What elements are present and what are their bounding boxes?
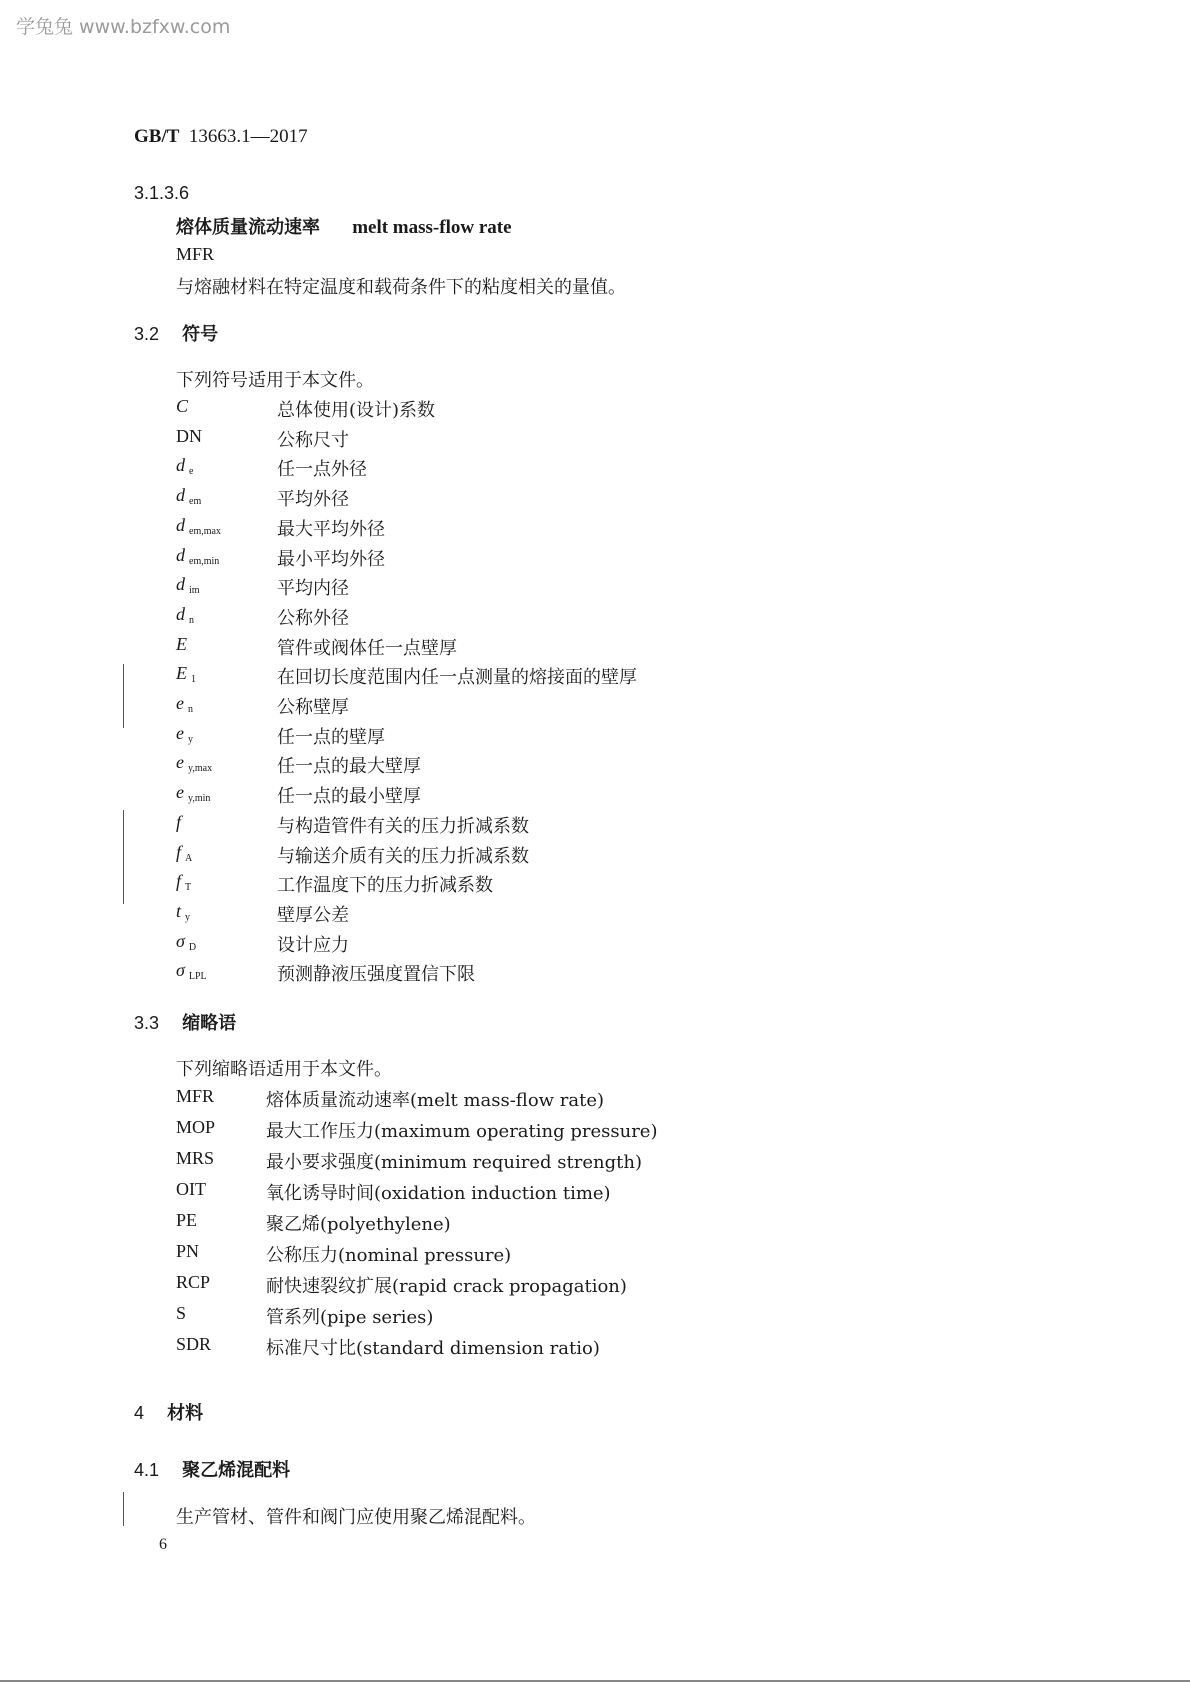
section-number: 3.2: [134, 324, 160, 344]
symbol-subscript: 1: [191, 674, 196, 685]
symbol: [176, 782, 210, 804]
symbol-subscript: n: [188, 704, 193, 715]
symbol: [176, 871, 191, 893]
abbreviation: PN: [176, 1241, 200, 1261]
section-title: 材料: [167, 1403, 204, 1424]
symbol-main: e: [176, 693, 184, 713]
change-bar: [123, 1492, 124, 1526]
abbreviation-description: 公称压力(nominal pressure): [266, 1245, 512, 1266]
abbreviation: RCP: [176, 1272, 211, 1292]
symbol-subscript: em: [189, 496, 202, 507]
symbol-subscript: e: [189, 466, 194, 477]
symbol-subscript: D: [188, 942, 197, 953]
term-definition: 与熔融材料在特定温度和载荷条件下的粘度相关的量值。: [176, 277, 626, 298]
symbol-description: 任一点的最小壁厚: [277, 786, 421, 807]
term-en: melt mass-flow rate: [352, 217, 512, 238]
symbol-subscript: im: [189, 585, 200, 596]
symbol-main: d: [176, 574, 185, 594]
standard-number: [134, 126, 308, 148]
symbol-subscript: em,max: [189, 526, 221, 537]
symbol-description: 预测静液压强度置信下限: [277, 964, 475, 985]
symbol: [176, 842, 192, 864]
symbol-description: 总体使用(设计)系数: [277, 400, 436, 421]
symbol: [176, 901, 190, 923]
symbol-description: 任一点的最大壁厚: [277, 756, 421, 777]
change-bar: [123, 810, 124, 904]
symbol-main: e: [176, 752, 184, 772]
term-cn: 熔体质量流动速率: [176, 217, 320, 238]
symbol: [176, 455, 193, 477]
section-heading-4-1: [134, 1456, 290, 1482]
symbol-description: 任一点的壁厚: [277, 727, 385, 748]
symbol-main: d: [176, 545, 185, 565]
symbol-subscript: A: [185, 853, 193, 864]
section-title: 缩略语: [182, 1013, 237, 1034]
symbol-description: 工作温度下的压力折减系数: [277, 875, 493, 896]
symbol-main: f: [176, 812, 182, 832]
symbol: [176, 396, 188, 417]
abbreviation-description: 氧化诱导时间(oxidation induction time): [266, 1183, 611, 1204]
symbol-description: 与构造管件有关的压力折减系数: [277, 816, 529, 837]
section-number: 4.1: [134, 1460, 160, 1480]
symbol-main: f: [176, 871, 182, 891]
term-abbr: MFR: [176, 244, 215, 264]
symbol-main: d: [176, 485, 185, 505]
symbol-description: 平均内径: [277, 578, 349, 599]
section-title: 符号: [182, 324, 219, 345]
change-bar: [123, 664, 124, 728]
section-number: 4: [134, 1403, 145, 1423]
symbol: [176, 812, 181, 833]
symbol-main: d: [176, 515, 185, 535]
symbol-main: C: [176, 396, 189, 416]
abbreviation: OIT: [176, 1179, 206, 1199]
symbol-description: 任一点外径: [277, 459, 367, 480]
term-heading: [176, 213, 512, 239]
symbol-description: 平均外径: [277, 489, 349, 510]
abbreviation-description: 聚乙烯(polyethylene): [266, 1214, 451, 1235]
abbreviation-description: 最小要求强度(minimum required strength): [266, 1152, 642, 1173]
symbol: [176, 960, 207, 982]
symbol-main: e: [176, 782, 184, 802]
page-bottom-border: [0, 1680, 1190, 1682]
page-number: 6: [159, 1536, 167, 1553]
std-prefix: GB/T: [134, 126, 180, 147]
symbols-intro: 下列符号适用于本文件。: [176, 370, 374, 391]
symbol-subscript: LPL: [188, 971, 207, 982]
abbreviation-description: 耐快速裂纹扩展(rapid crack propagation): [266, 1276, 627, 1297]
abbreviation-description: 熔体质量流动速率(melt mass-flow rate): [266, 1090, 605, 1111]
symbol: [176, 485, 201, 507]
symbol-main: d: [176, 455, 185, 475]
symbol-main: e: [176, 723, 184, 743]
symbol: [176, 634, 187, 655]
section-heading-4: [134, 1399, 203, 1425]
symbol: [176, 693, 193, 715]
watermark: 学兔兔 www.bzfxw.com: [16, 16, 231, 38]
symbol-subscript: y: [188, 734, 193, 745]
symbol-main: f: [176, 842, 182, 862]
symbol-main: DN: [176, 426, 202, 446]
symbol-main: σ: [176, 960, 185, 980]
abbreviation: MRS: [176, 1148, 215, 1168]
symbol-main: E: [176, 663, 187, 683]
std-number: 13663.1—2017: [188, 126, 308, 147]
symbol: [176, 604, 194, 626]
symbol-subscript: T: [185, 882, 192, 893]
symbol-description: 壁厚公差: [277, 905, 349, 926]
abbreviation: S: [176, 1303, 187, 1323]
abbreviation-description: 最大工作压力(maximum operating pressure): [266, 1121, 658, 1142]
symbol-description: 管件或阀体任一点壁厚: [277, 638, 457, 659]
symbol-subscript: n: [189, 615, 194, 626]
symbol-main: E: [176, 634, 187, 654]
symbol-main: t: [176, 901, 182, 921]
symbol-description: 设计应力: [277, 935, 349, 956]
symbol-description: 与输送介质有关的压力折减系数: [277, 846, 529, 867]
symbol-subscript: em,min: [189, 556, 220, 567]
section-number: 3.3: [134, 1013, 160, 1033]
abbreviation: PE: [176, 1210, 198, 1230]
abbreviation-description: 管系列(pipe series): [266, 1307, 434, 1328]
symbol-main: d: [176, 604, 185, 624]
clause-4-1-text: 生产管材、管件和阀门应使用聚乙烯混配料。: [176, 1507, 536, 1528]
symbol-description: 最大平均外径: [277, 519, 385, 540]
clause-number-3136: 3.1.3.6: [134, 183, 190, 203]
symbol-subscript: y,min: [188, 793, 211, 804]
symbol-description: 在回切长度范围内任一点测量的熔接面的壁厚: [277, 667, 637, 688]
symbol: [176, 545, 219, 567]
abbreviation: MOP: [176, 1117, 216, 1137]
abbreviation: MFR: [176, 1086, 215, 1106]
section-title: 聚乙烯混配料: [182, 1460, 291, 1481]
symbol: [176, 426, 202, 447]
symbol-main: σ: [176, 931, 185, 951]
symbol-description: 最小平均外径: [277, 549, 385, 570]
symbol: [176, 723, 193, 745]
symbol: [176, 515, 221, 537]
symbol: [176, 663, 196, 685]
symbol-subscript: y: [185, 912, 191, 923]
symbol: [176, 931, 196, 953]
symbol: [176, 574, 200, 596]
section-heading-3-3: [134, 1009, 236, 1035]
abbr-intro: 下列缩略语适用于本文件。: [176, 1059, 392, 1080]
symbol-description: 公称外径: [277, 608, 349, 629]
symbol: [176, 752, 212, 774]
abbreviation: SDR: [176, 1334, 212, 1354]
symbol-description: 公称尺寸: [277, 430, 349, 451]
symbol-description: 公称壁厚: [277, 697, 349, 718]
section-heading-3-2: [134, 320, 218, 346]
abbreviation-description: 标准尺寸比(standard dimension ratio): [266, 1338, 600, 1359]
symbol-subscript: y,max: [188, 763, 213, 774]
